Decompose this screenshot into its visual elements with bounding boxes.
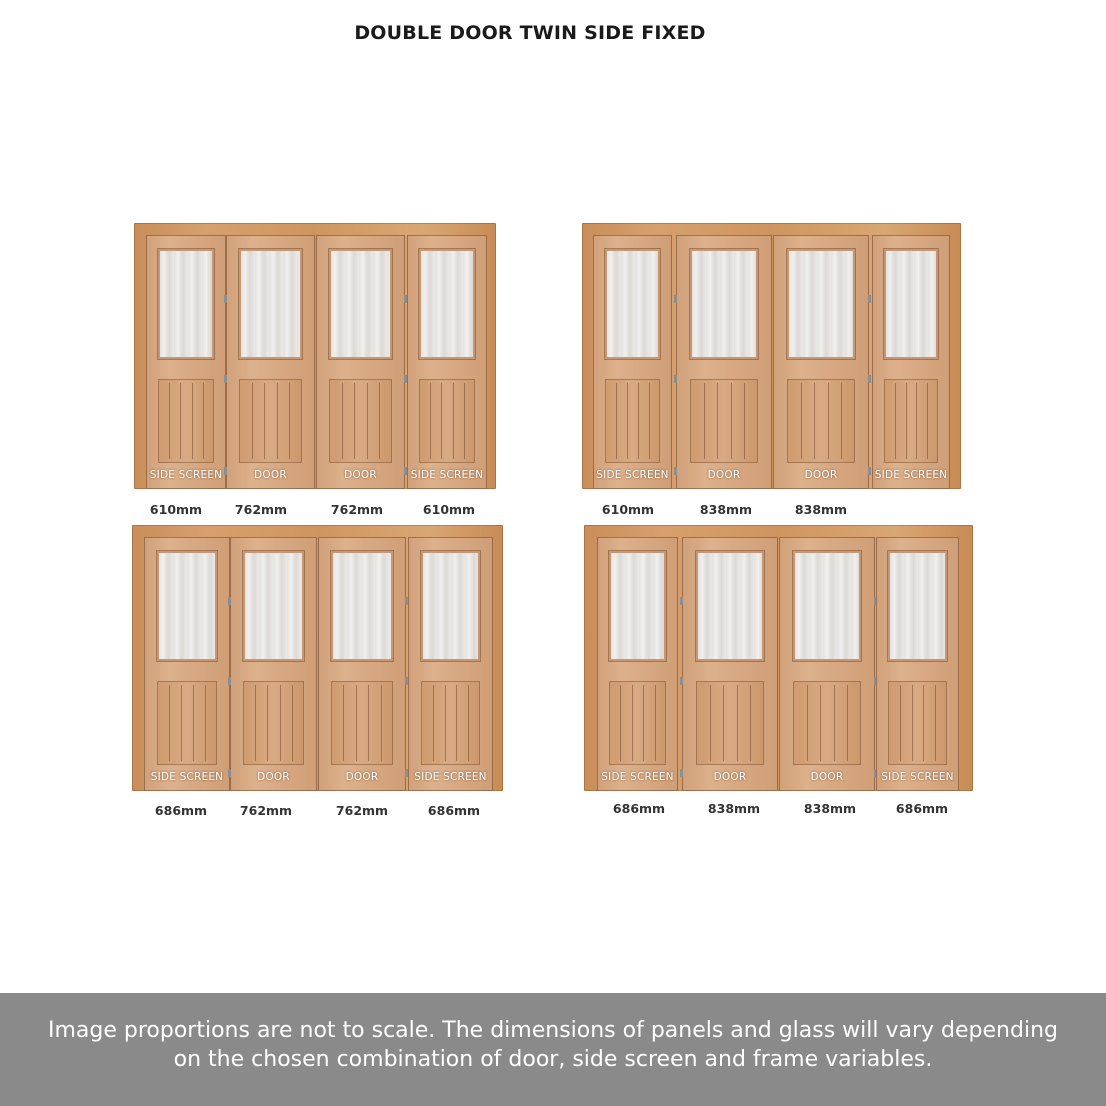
hinge-icon bbox=[868, 295, 871, 303]
panel-groove bbox=[445, 685, 446, 761]
panel-groove bbox=[381, 685, 382, 761]
glazed-panel bbox=[787, 249, 855, 359]
boarded-panel bbox=[884, 379, 938, 463]
dimension-label: 838mm bbox=[707, 801, 761, 816]
panel-groove bbox=[820, 685, 821, 761]
panel-groove bbox=[343, 685, 344, 761]
leaf-label: SIDE SCREEN bbox=[410, 469, 484, 481]
dimension-label: 762mm bbox=[239, 803, 293, 818]
panel-groove bbox=[834, 685, 835, 761]
hinge-icon bbox=[680, 597, 683, 605]
panel-groove bbox=[900, 685, 901, 761]
glazed-panel bbox=[690, 249, 758, 359]
panel-groove bbox=[906, 383, 907, 459]
leaf-label: DOOR bbox=[707, 469, 741, 481]
door-configuration bbox=[584, 525, 973, 791]
glazed-panel bbox=[696, 551, 764, 661]
glazed-panel bbox=[421, 551, 480, 661]
dimension-label: 838mm bbox=[794, 502, 848, 517]
hinge-icon bbox=[224, 295, 227, 303]
panel-groove bbox=[252, 383, 253, 459]
glazed-panel bbox=[239, 249, 302, 359]
hinge-icon bbox=[228, 597, 231, 605]
boarded-panel bbox=[609, 681, 666, 765]
panel-groove bbox=[927, 383, 928, 459]
dimension-label: 686mm bbox=[154, 803, 208, 818]
panel-groove bbox=[453, 383, 454, 459]
panel-groove bbox=[814, 383, 815, 459]
panel-groove bbox=[731, 383, 732, 459]
panel-groove bbox=[456, 685, 457, 761]
panel-groove bbox=[916, 383, 917, 459]
panel-groove bbox=[356, 685, 357, 761]
panel-groove bbox=[912, 685, 913, 761]
side-screen-panel bbox=[408, 537, 493, 791]
leaf-label: SIDE SCREEN bbox=[150, 771, 224, 783]
leaf-label: SIDE SCREEN bbox=[149, 469, 223, 481]
panel-groove bbox=[180, 383, 181, 459]
panel-groove bbox=[828, 383, 829, 459]
glazed-panel bbox=[419, 249, 475, 359]
leaf-label: SIDE SCREEN bbox=[414, 771, 487, 783]
hinge-icon bbox=[680, 677, 683, 685]
panel-groove bbox=[264, 383, 265, 459]
panel-groove bbox=[847, 685, 848, 761]
leaf-label: DOOR bbox=[254, 469, 287, 481]
panel-groove bbox=[468, 685, 469, 761]
boarded-panel bbox=[605, 379, 660, 463]
boarded-panel bbox=[690, 379, 758, 463]
glazed-panel bbox=[158, 249, 214, 359]
panel-groove bbox=[620, 685, 621, 761]
door-configuration bbox=[134, 223, 496, 489]
panel-groove bbox=[632, 685, 633, 761]
panel-groove bbox=[367, 383, 368, 459]
dimension-label: 686mm bbox=[895, 801, 949, 816]
leaf-label: DOOR bbox=[344, 469, 377, 481]
panel-groove bbox=[710, 685, 711, 761]
leaf-label: DOOR bbox=[345, 771, 379, 783]
boarded-panel bbox=[419, 379, 475, 463]
glazed-panel bbox=[243, 551, 304, 661]
door-leaf bbox=[779, 537, 875, 791]
panel-groove bbox=[723, 685, 724, 761]
leaf-label: DOOR bbox=[713, 771, 747, 783]
panel-groove bbox=[169, 383, 170, 459]
glazed-panel bbox=[888, 551, 947, 661]
hinge-icon bbox=[674, 467, 677, 475]
side-screen-panel bbox=[593, 235, 672, 489]
side-screen-panel bbox=[597, 537, 678, 791]
leaf-label: DOOR bbox=[810, 771, 844, 783]
door-leaf bbox=[318, 537, 406, 791]
leaf-label: SIDE SCREEN bbox=[596, 469, 669, 481]
boarded-panel bbox=[421, 681, 480, 765]
door-leaf bbox=[230, 537, 317, 791]
boarded-panel bbox=[696, 681, 764, 765]
glazed-panel bbox=[605, 249, 660, 359]
panel-groove bbox=[193, 685, 194, 761]
panel-groove bbox=[935, 685, 936, 761]
leaf-label: SIDE SCREEN bbox=[881, 771, 954, 783]
panel-groove bbox=[744, 383, 745, 459]
panel-groove bbox=[638, 383, 639, 459]
panel-groove bbox=[895, 383, 896, 459]
panel-groove bbox=[616, 383, 617, 459]
boarded-panel bbox=[157, 681, 217, 765]
door-leaf bbox=[676, 235, 772, 489]
glazed-panel bbox=[157, 551, 217, 661]
panel-groove bbox=[169, 685, 170, 761]
glazed-panel bbox=[884, 249, 938, 359]
glazed-panel bbox=[793, 551, 861, 661]
side-screen-panel bbox=[144, 537, 230, 791]
panel-groove bbox=[342, 383, 343, 459]
side-screen-panel bbox=[876, 537, 959, 791]
panel-groove bbox=[643, 685, 644, 761]
panel-groove bbox=[807, 685, 808, 761]
panel-groove bbox=[181, 685, 182, 761]
panel-groove bbox=[203, 383, 204, 459]
boarded-panel bbox=[331, 681, 393, 765]
dimension-label: 610mm bbox=[149, 502, 203, 517]
panel-groove bbox=[801, 383, 802, 459]
panel-groove bbox=[379, 383, 380, 459]
hinge-icon bbox=[224, 375, 227, 383]
dimension-label: 762mm bbox=[330, 502, 384, 517]
boarded-panel bbox=[888, 681, 947, 765]
leaf-label: SIDE SCREEN bbox=[874, 469, 948, 481]
hinge-icon bbox=[680, 769, 683, 777]
boarded-panel bbox=[239, 379, 302, 463]
dimension-label: 686mm bbox=[612, 801, 666, 816]
door-leaf bbox=[773, 235, 869, 489]
door-leaf bbox=[226, 235, 315, 489]
leaf-label: DOOR bbox=[257, 771, 290, 783]
hinge-icon bbox=[674, 295, 677, 303]
panel-groove bbox=[704, 383, 705, 459]
dimension-label: 762mm bbox=[335, 803, 389, 818]
dimension-label: 838mm bbox=[699, 502, 753, 517]
side-screen-panel bbox=[407, 235, 487, 489]
panel-groove bbox=[649, 383, 650, 459]
side-screen-panel bbox=[872, 235, 950, 489]
door-leaf bbox=[316, 235, 405, 489]
panel-groove bbox=[205, 685, 206, 761]
boarded-panel bbox=[243, 681, 304, 765]
panel-groove bbox=[277, 383, 278, 459]
boarded-panel bbox=[158, 379, 214, 463]
dimension-label: 838mm bbox=[803, 801, 857, 816]
panel-groove bbox=[289, 383, 290, 459]
panel-groove bbox=[354, 383, 355, 459]
hinge-icon bbox=[228, 677, 231, 685]
hinge-icon bbox=[868, 467, 871, 475]
scale-disclaimer: Image proportions are not to scale. The dimensions of panels and glass will vary depending on the chosen combination of door, side screen and frame variables. bbox=[48, 1018, 1058, 1072]
page-title: DOUBLE DOOR TWIN SIDE FIXED bbox=[354, 22, 706, 44]
panel-groove bbox=[267, 685, 268, 761]
panel-groove bbox=[627, 383, 628, 459]
panel-groove bbox=[192, 383, 193, 459]
dimension-label: 610mm bbox=[601, 502, 655, 517]
footer-banner bbox=[0, 993, 1106, 1106]
panel-groove bbox=[750, 685, 751, 761]
panel-groove bbox=[441, 383, 442, 459]
dimension-label: 762mm bbox=[234, 502, 288, 517]
panel-groove bbox=[430, 383, 431, 459]
panel-groove bbox=[841, 383, 842, 459]
panel-groove bbox=[655, 685, 656, 761]
boarded-panel bbox=[787, 379, 855, 463]
hinge-icon bbox=[674, 375, 677, 383]
panel-groove bbox=[292, 685, 293, 761]
dimension-label: 610mm bbox=[422, 502, 476, 517]
door-configuration bbox=[582, 223, 961, 489]
glazed-panel bbox=[329, 249, 392, 359]
glazed-panel bbox=[609, 551, 666, 661]
boarded-panel bbox=[793, 681, 861, 765]
panel-groove bbox=[280, 685, 281, 761]
panel-groove bbox=[737, 685, 738, 761]
panel-groove bbox=[255, 685, 256, 761]
panel-groove bbox=[368, 685, 369, 761]
panel-groove bbox=[464, 383, 465, 459]
hinge-icon bbox=[224, 467, 227, 475]
leaf-label: SIDE SCREEN bbox=[601, 771, 674, 783]
panel-groove bbox=[923, 685, 924, 761]
panel-groove bbox=[717, 383, 718, 459]
side-screen-panel bbox=[146, 235, 226, 489]
hinge-icon bbox=[868, 375, 871, 383]
glazed-panel bbox=[331, 551, 393, 661]
hinge-icon bbox=[228, 769, 231, 777]
leaf-label: DOOR bbox=[804, 469, 838, 481]
panel-groove bbox=[433, 685, 434, 761]
door-configuration bbox=[132, 525, 503, 791]
dimension-label: 686mm bbox=[427, 803, 481, 818]
door-leaf bbox=[682, 537, 778, 791]
boarded-panel bbox=[329, 379, 392, 463]
